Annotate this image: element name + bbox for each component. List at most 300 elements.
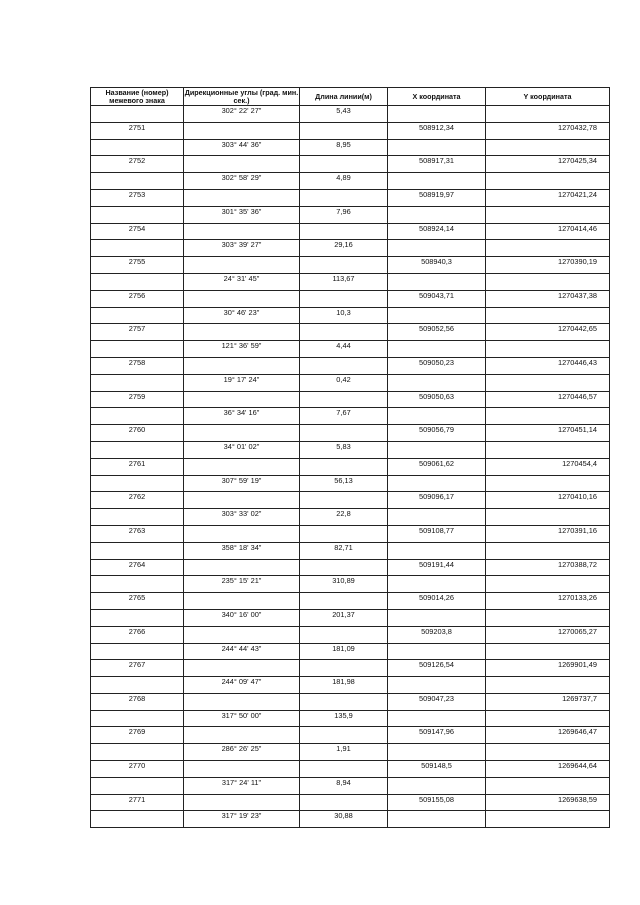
mark-name-text: 2757 <box>128 324 146 334</box>
line-length-cell <box>300 206 388 223</box>
direction-angle-text: 24° 31' 45" <box>223 273 260 283</box>
y-coordinate-cell <box>486 677 610 694</box>
direction-angle-text: 244° 09' 47" <box>221 677 262 687</box>
x-coordinate-cell <box>388 559 486 576</box>
line-length-cell <box>300 173 388 190</box>
x-coordinate-text: 509155,08 <box>419 794 454 804</box>
mark-name-cell <box>91 475 184 492</box>
mark-name-cell <box>91 206 184 223</box>
line-length-text: 29,16 <box>334 240 353 250</box>
x-coordinate-cell <box>388 609 486 626</box>
line-length-cell <box>300 475 388 492</box>
direction-angle-cell <box>184 609 300 626</box>
table-row <box>91 811 610 828</box>
y-coordinate-text: 1269638,59 <box>557 794 597 804</box>
table-row <box>91 609 610 626</box>
line-length-cell <box>300 156 388 173</box>
y-coordinate-cell <box>486 307 610 324</box>
line-length-cell <box>300 593 388 610</box>
y-coordinate-cell <box>486 391 610 408</box>
y-coordinate-cell <box>486 374 610 391</box>
header-mark-name: Название (номер) межевого знака <box>91 88 184 106</box>
mark-name-cell <box>91 643 184 660</box>
x-coordinate-cell <box>388 576 486 593</box>
table-row <box>91 357 610 374</box>
y-coordinate-cell <box>486 777 610 794</box>
direction-angle-cell <box>184 509 300 526</box>
y-coordinate-text: 1270390,19 <box>557 257 597 267</box>
y-coordinate-text: 1270065,27 <box>557 626 597 636</box>
y-coordinate-text: 1269737,7 <box>562 693 597 703</box>
x-coordinate-cell <box>388 106 486 123</box>
direction-angle-cell <box>184 744 300 761</box>
header-row <box>91 88 610 106</box>
line-length-cell <box>300 509 388 526</box>
x-coordinate-text: 508912,34 <box>419 122 454 132</box>
table-row <box>91 559 610 576</box>
line-length-cell <box>300 290 388 307</box>
x-coordinate-text: 508919,97 <box>419 189 454 199</box>
x-coordinate-cell <box>388 357 486 374</box>
y-coordinate-cell <box>486 324 610 341</box>
mark-name-cell <box>91 660 184 677</box>
y-coordinate-cell <box>486 441 610 458</box>
line-length-cell <box>300 492 388 509</box>
table-body <box>91 106 610 828</box>
table-row <box>91 425 610 442</box>
mark-name-text: 2755 <box>128 257 146 267</box>
table-row <box>91 139 610 156</box>
mark-name-cell <box>91 391 184 408</box>
line-length-text: 181,98 <box>332 677 355 687</box>
x-coordinate-cell <box>388 593 486 610</box>
x-coordinate-text: 509147,96 <box>419 727 454 737</box>
x-coordinate-cell <box>388 374 486 391</box>
direction-angle-cell <box>184 139 300 156</box>
mark-name-cell <box>91 794 184 811</box>
line-length-cell <box>300 626 388 643</box>
direction-angle-cell <box>184 106 300 123</box>
table-row <box>91 693 610 710</box>
line-length-cell <box>300 273 388 290</box>
table-row <box>91 223 610 240</box>
mark-name-cell <box>91 677 184 694</box>
x-coordinate-cell <box>388 189 486 206</box>
x-coordinate-cell <box>388 273 486 290</box>
mark-name-cell <box>91 576 184 593</box>
mark-name-cell <box>91 609 184 626</box>
y-coordinate-cell <box>486 609 610 626</box>
x-coordinate-cell <box>388 710 486 727</box>
line-length-text: 8,94 <box>336 777 351 787</box>
mark-name-cell <box>91 156 184 173</box>
y-coordinate-cell <box>486 223 610 240</box>
x-coordinate-cell <box>388 643 486 660</box>
direction-angle-cell <box>184 660 300 677</box>
x-coordinate-cell <box>388 761 486 778</box>
y-coordinate-cell <box>486 811 610 828</box>
table-row <box>91 458 610 475</box>
table-header <box>91 88 610 106</box>
line-length-text: 1,91 <box>336 744 351 754</box>
x-coordinate-cell <box>388 324 486 341</box>
y-coordinate-text: 1270414,46 <box>557 223 597 233</box>
y-coordinate-text: 1269644,64 <box>557 761 597 771</box>
y-coordinate-text: 1269901,49 <box>557 660 597 670</box>
table-row <box>91 509 610 526</box>
mark-name-cell <box>91 744 184 761</box>
direction-angle-cell <box>184 425 300 442</box>
line-length-text: 4,44 <box>336 341 351 351</box>
mark-name-text: 2763 <box>128 525 146 535</box>
y-coordinate-cell <box>486 156 610 173</box>
table-row <box>91 206 610 223</box>
direction-angle-text: 19° 17' 24" <box>223 374 260 384</box>
x-coordinate-text: 509014,26 <box>419 593 454 603</box>
direction-angle-text: 317° 19' 23" <box>221 811 262 821</box>
x-coordinate-cell <box>388 525 486 542</box>
x-coordinate-cell <box>388 475 486 492</box>
table-row <box>91 307 610 324</box>
y-coordinate-text: 1270410,16 <box>557 492 597 502</box>
line-length-cell <box>300 391 388 408</box>
line-length-cell <box>300 794 388 811</box>
x-coordinate-cell <box>388 206 486 223</box>
table-row <box>91 593 610 610</box>
table-row <box>91 156 610 173</box>
line-length-cell <box>300 408 388 425</box>
table-row <box>91 761 610 778</box>
mark-name-cell <box>91 223 184 240</box>
mark-name-cell <box>91 290 184 307</box>
table-row <box>91 542 610 559</box>
table-row <box>91 643 610 660</box>
y-coordinate-text: 1269646,47 <box>557 727 597 737</box>
x-coordinate-text: 509052,56 <box>419 324 454 334</box>
table-row <box>91 576 610 593</box>
line-length-cell <box>300 106 388 123</box>
table-row <box>91 122 610 139</box>
mark-name-cell <box>91 106 184 123</box>
table-row <box>91 492 610 509</box>
x-coordinate-cell <box>388 693 486 710</box>
line-length-cell <box>300 542 388 559</box>
y-coordinate-text: 1270425,34 <box>557 156 597 166</box>
direction-angle-cell <box>184 391 300 408</box>
y-coordinate-cell <box>486 525 610 542</box>
table-row <box>91 744 610 761</box>
line-length-text: 22,8 <box>336 509 351 519</box>
mark-name-text: 2751 <box>128 122 146 132</box>
direction-angle-text: 244° 44' 43" <box>221 643 262 653</box>
y-coordinate-text: 1270454,4 <box>562 458 597 468</box>
x-coordinate-cell <box>388 156 486 173</box>
y-coordinate-cell <box>486 593 610 610</box>
line-length-cell <box>300 341 388 358</box>
direction-angle-text: 36° 34' 16" <box>223 408 260 418</box>
mark-name-text: 2758 <box>128 357 146 367</box>
direction-angle-cell <box>184 727 300 744</box>
y-coordinate-cell <box>486 576 610 593</box>
header-y-coordinate: Y координата <box>486 88 610 106</box>
y-coordinate-cell <box>486 206 610 223</box>
line-length-text: 201,37 <box>332 609 355 619</box>
x-coordinate-text: 508924,14 <box>419 223 454 233</box>
boundary-marks-table <box>90 87 610 828</box>
direction-angle-text: 303° 33' 02" <box>221 509 262 519</box>
mark-name-cell <box>91 458 184 475</box>
x-coordinate-cell <box>388 408 486 425</box>
line-length-cell <box>300 240 388 257</box>
line-length-cell <box>300 357 388 374</box>
y-coordinate-text: 1270442,65 <box>557 324 597 334</box>
x-coordinate-cell <box>388 660 486 677</box>
direction-angle-text: 340° 16' 00" <box>221 609 262 619</box>
y-coordinate-text: 1270388,72 <box>557 559 597 569</box>
line-length-cell <box>300 643 388 660</box>
line-length-cell <box>300 425 388 442</box>
line-length-cell <box>300 710 388 727</box>
table-row <box>91 106 610 123</box>
direction-angle-cell <box>184 223 300 240</box>
mark-name-text: 2762 <box>128 492 146 502</box>
y-coordinate-text: 1270446,43 <box>557 357 597 367</box>
mark-name-text: 2768 <box>128 693 146 703</box>
line-length-cell <box>300 777 388 794</box>
mark-name-text: 2759 <box>128 391 146 401</box>
x-coordinate-cell <box>388 727 486 744</box>
y-coordinate-cell <box>486 290 610 307</box>
direction-angle-text: 121° 36' 59" <box>221 341 262 351</box>
mark-name-text: 2754 <box>128 223 146 233</box>
table-row <box>91 660 610 677</box>
direction-angle-cell <box>184 122 300 139</box>
mark-name-cell <box>91 324 184 341</box>
x-coordinate-cell <box>388 492 486 509</box>
x-coordinate-text: 509096,17 <box>419 492 454 502</box>
direction-angle-cell <box>184 206 300 223</box>
table-row <box>91 273 610 290</box>
y-coordinate-cell <box>486 122 610 139</box>
y-coordinate-cell <box>486 660 610 677</box>
x-coordinate-text: 509043,71 <box>419 290 454 300</box>
mark-name-text: 2760 <box>128 425 146 435</box>
line-length-text: 135,9 <box>334 710 353 720</box>
x-coordinate-cell <box>388 257 486 274</box>
table-row <box>91 374 610 391</box>
line-length-cell <box>300 609 388 626</box>
x-coordinate-cell <box>388 240 486 257</box>
x-coordinate-text: 509126,54 <box>419 660 454 670</box>
table-row <box>91 727 610 744</box>
y-coordinate-cell <box>486 509 610 526</box>
mark-name-cell <box>91 374 184 391</box>
mark-name-text: 2761 <box>128 458 146 468</box>
y-coordinate-cell <box>486 693 610 710</box>
x-coordinate-text: 509047,23 <box>419 693 454 703</box>
mark-name-cell <box>91 139 184 156</box>
direction-angle-cell <box>184 593 300 610</box>
mark-name-cell <box>91 240 184 257</box>
mark-name-text: 2756 <box>128 290 146 300</box>
x-coordinate-text: 509056,79 <box>419 425 454 435</box>
direction-angle-cell <box>184 357 300 374</box>
table-row <box>91 475 610 492</box>
mark-name-cell <box>91 408 184 425</box>
line-length-text: 0,42 <box>336 374 351 384</box>
direction-angle-cell <box>184 693 300 710</box>
x-coordinate-text: 509108,77 <box>419 525 454 535</box>
direction-angle-text: 317° 50' 00" <box>221 710 262 720</box>
y-coordinate-cell <box>486 710 610 727</box>
mark-name-cell <box>91 492 184 509</box>
table-row <box>91 324 610 341</box>
mark-name-cell <box>91 441 184 458</box>
direction-angle-cell <box>184 408 300 425</box>
line-length-cell <box>300 122 388 139</box>
y-coordinate-cell <box>486 492 610 509</box>
direction-angle-text: 286° 26' 25" <box>221 744 262 754</box>
direction-angle-cell <box>184 525 300 542</box>
direction-angle-text: 303° 44' 36" <box>221 139 262 149</box>
direction-angle-cell <box>184 240 300 257</box>
mark-name-cell <box>91 693 184 710</box>
y-coordinate-cell <box>486 626 610 643</box>
direction-angle-cell <box>184 576 300 593</box>
direction-angle-cell <box>184 710 300 727</box>
x-coordinate-cell <box>388 744 486 761</box>
mark-name-cell <box>91 710 184 727</box>
line-length-cell <box>300 660 388 677</box>
line-length-cell <box>300 559 388 576</box>
x-coordinate-cell <box>388 794 486 811</box>
line-length-cell <box>300 441 388 458</box>
x-coordinate-text: 509050,63 <box>419 391 454 401</box>
mark-name-text: 2767 <box>128 660 146 670</box>
x-coordinate-cell <box>388 677 486 694</box>
x-coordinate-cell <box>388 777 486 794</box>
y-coordinate-cell <box>486 542 610 559</box>
mark-name-cell <box>91 257 184 274</box>
line-length-text: 4,89 <box>336 173 351 183</box>
direction-angle-cell <box>184 811 300 828</box>
direction-angle-text: 34° 01' 02" <box>223 441 260 451</box>
direction-angle-cell <box>184 374 300 391</box>
x-coordinate-text: 509203,8 <box>421 626 452 636</box>
direction-angle-cell <box>184 643 300 660</box>
direction-angle-cell <box>184 559 300 576</box>
header-x-coordinate: X координата <box>388 88 486 106</box>
line-length-cell <box>300 324 388 341</box>
direction-angle-cell <box>184 458 300 475</box>
direction-angle-text: 301° 35' 36" <box>221 206 262 216</box>
direction-angle-cell <box>184 475 300 492</box>
y-coordinate-cell <box>486 240 610 257</box>
table-row <box>91 257 610 274</box>
direction-angle-cell <box>184 341 300 358</box>
table-row <box>91 173 610 190</box>
table-row <box>91 794 610 811</box>
x-coordinate-cell <box>388 626 486 643</box>
table-row <box>91 626 610 643</box>
line-length-text: 8,95 <box>336 139 351 149</box>
line-length-text: 56,13 <box>334 475 353 485</box>
direction-angle-cell <box>184 290 300 307</box>
mark-name-cell <box>91 811 184 828</box>
y-coordinate-cell <box>486 257 610 274</box>
y-coordinate-cell <box>486 408 610 425</box>
direction-angle-text: 303° 39' 27" <box>221 240 262 250</box>
y-coordinate-cell <box>486 458 610 475</box>
y-coordinate-cell <box>486 744 610 761</box>
x-coordinate-cell <box>388 341 486 358</box>
direction-angle-cell <box>184 492 300 509</box>
direction-angle-cell <box>184 173 300 190</box>
table-row <box>91 710 610 727</box>
header-direction-angle: Дирекционные углы (град. мин. сек.) <box>184 87 299 105</box>
table-row <box>91 391 610 408</box>
direction-angle-text: 302° 58' 29" <box>221 173 262 183</box>
x-coordinate-cell <box>388 173 486 190</box>
line-length-cell <box>300 458 388 475</box>
x-coordinate-cell <box>388 122 486 139</box>
mark-name-cell <box>91 626 184 643</box>
y-coordinate-text: 1270432,78 <box>557 122 597 132</box>
table-row <box>91 341 610 358</box>
mark-name-text: 2769 <box>128 727 146 737</box>
direction-angle-text: 30° 46' 23" <box>223 307 260 317</box>
mark-name-cell <box>91 509 184 526</box>
x-coordinate-text: 509050,23 <box>419 357 454 367</box>
mark-name-text: 2766 <box>128 626 146 636</box>
mark-name-cell <box>91 727 184 744</box>
y-coordinate-cell <box>486 106 610 123</box>
x-coordinate-cell <box>388 542 486 559</box>
line-length-text: 5,83 <box>336 441 351 451</box>
mark-name-cell <box>91 525 184 542</box>
table-row <box>91 189 610 206</box>
line-length-cell <box>300 257 388 274</box>
y-coordinate-cell <box>486 727 610 744</box>
direction-angle-cell <box>184 626 300 643</box>
direction-angle-text: 358° 18' 34" <box>221 542 262 552</box>
y-coordinate-text: 1270437,38 <box>557 290 597 300</box>
line-length-cell <box>300 139 388 156</box>
y-coordinate-cell <box>486 794 610 811</box>
line-length-cell <box>300 693 388 710</box>
x-coordinate-cell <box>388 425 486 442</box>
line-length-text: 82,71 <box>334 542 353 552</box>
direction-angle-cell <box>184 324 300 341</box>
mark-name-cell <box>91 425 184 442</box>
line-length-text: 113,67 <box>332 273 355 283</box>
y-coordinate-cell <box>486 173 610 190</box>
header-line-length: Длина линии(м) <box>300 88 388 106</box>
y-coordinate-text: 1270421,24 <box>557 189 597 199</box>
x-coordinate-text: 509061,62 <box>419 458 454 468</box>
line-length-cell <box>300 374 388 391</box>
line-length-cell <box>300 576 388 593</box>
direction-angle-cell <box>184 257 300 274</box>
line-length-cell <box>300 189 388 206</box>
mark-name-text: 2765 <box>128 593 146 603</box>
line-length-text: 5,43 <box>336 106 351 115</box>
line-length-text: 7,96 <box>336 206 351 216</box>
mark-name-text: 2752 <box>128 156 146 166</box>
mark-name-text: 2770 <box>128 761 146 771</box>
mark-name-text: 2764 <box>128 559 146 569</box>
line-length-cell <box>300 761 388 778</box>
